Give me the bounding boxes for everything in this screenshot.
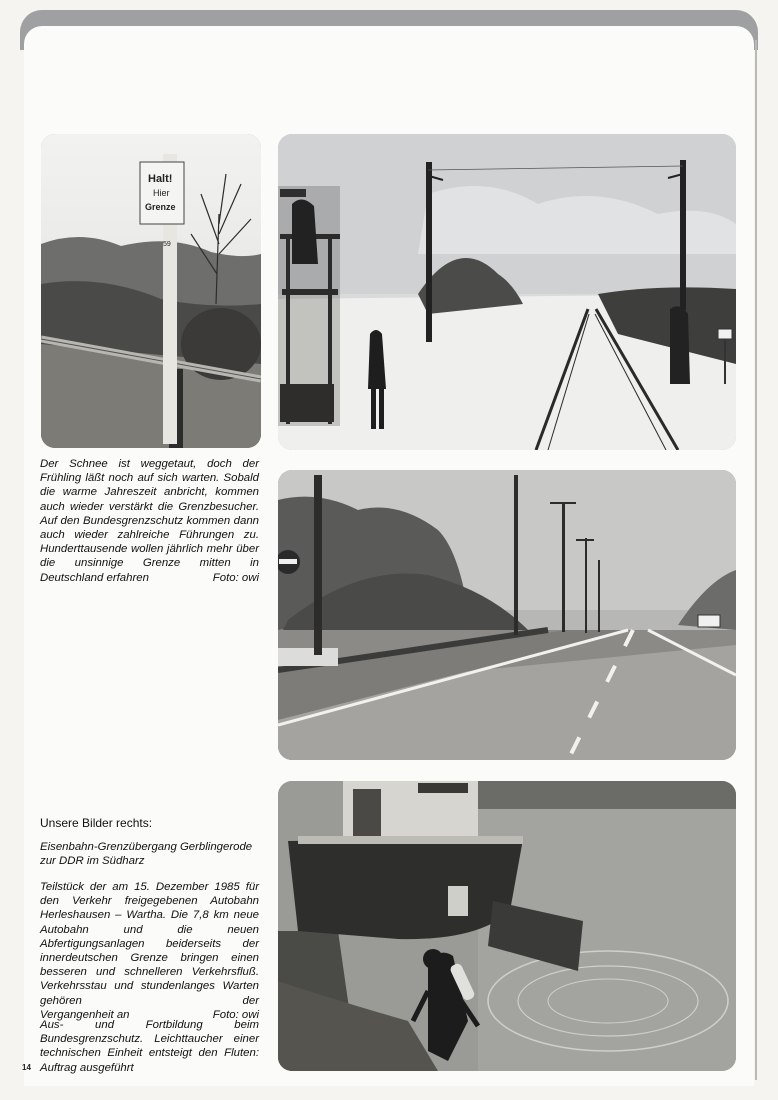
sign-text-grenze: Grenze: [145, 202, 176, 212]
photo-caption-top: [40, 457, 259, 585]
railway-crossing-photo: [278, 134, 736, 450]
page-number: 14: [22, 1063, 31, 1072]
diver-boat-photo: [278, 781, 736, 1071]
caption-railway-text: Eisenbahn-Grenzübergang Gerblingerode zur DDR im Südharz: [40, 841, 253, 868]
margin-rule: [755, 40, 757, 1080]
captions-heading: Unsere Bilder rechts:: [40, 816, 153, 830]
caption-diver-text: Aus- und Fortbildung beim Bundesgrenzschutz. Leichttaucher einer technischen Einheit entsteigt den Fluten: Auftrag ausgeführt: [40, 1019, 259, 1074]
photo-credit-autobahn: Foto: owi: [212, 1008, 259, 1021]
photo-credit: Foto: owi: [212, 571, 259, 584]
caption-top-last-line: Deutschland erfahren: [40, 571, 149, 584]
caption-diver: [40, 1018, 259, 1075]
caption-autobahn-last-line: Vergangenheit an: [40, 1008, 130, 1021]
sign-text-halt: Halt!: [148, 173, 173, 185]
caption-top-credit-line: [40, 571, 259, 585]
caption-railway: [40, 840, 259, 868]
sign-post-number: 59: [163, 241, 171, 248]
caption-top-text: Der Schnee ist weggetaut, doch der Frühling läßt noch auf sich warten. Sobald die warme Jahreszeit anbricht, kommen auch wieder verstärkt die Grenzbesucher. Auf den Bundesgrenzschutz kommen dann auch wieder zahlreiche Führungen zu. Hunderttausende wollen jährlich mehr über die unsinnige Grenze mitten in: [40, 458, 259, 570]
autobahn-photo: [278, 470, 736, 760]
caption-autobahn-text: Teilstück der am 15. Dezember 1985 für den Verkehr freigegebenen Autobahn Herleshausen – Wartha. Die 7,8 km neue Autobahn und die neuen Abfertigungsanlagen beiderseits der innerdeutschen Grenze bringen einen besseren und schnelleren Verkehrsfluß. Verkehrsstau und stundenlanges Warten gehören der: [40, 881, 259, 1007]
caption-autobahn: [40, 880, 259, 1022]
sign-text-hier: Hier: [153, 188, 170, 198]
border-sign-photo: [41, 134, 261, 448]
